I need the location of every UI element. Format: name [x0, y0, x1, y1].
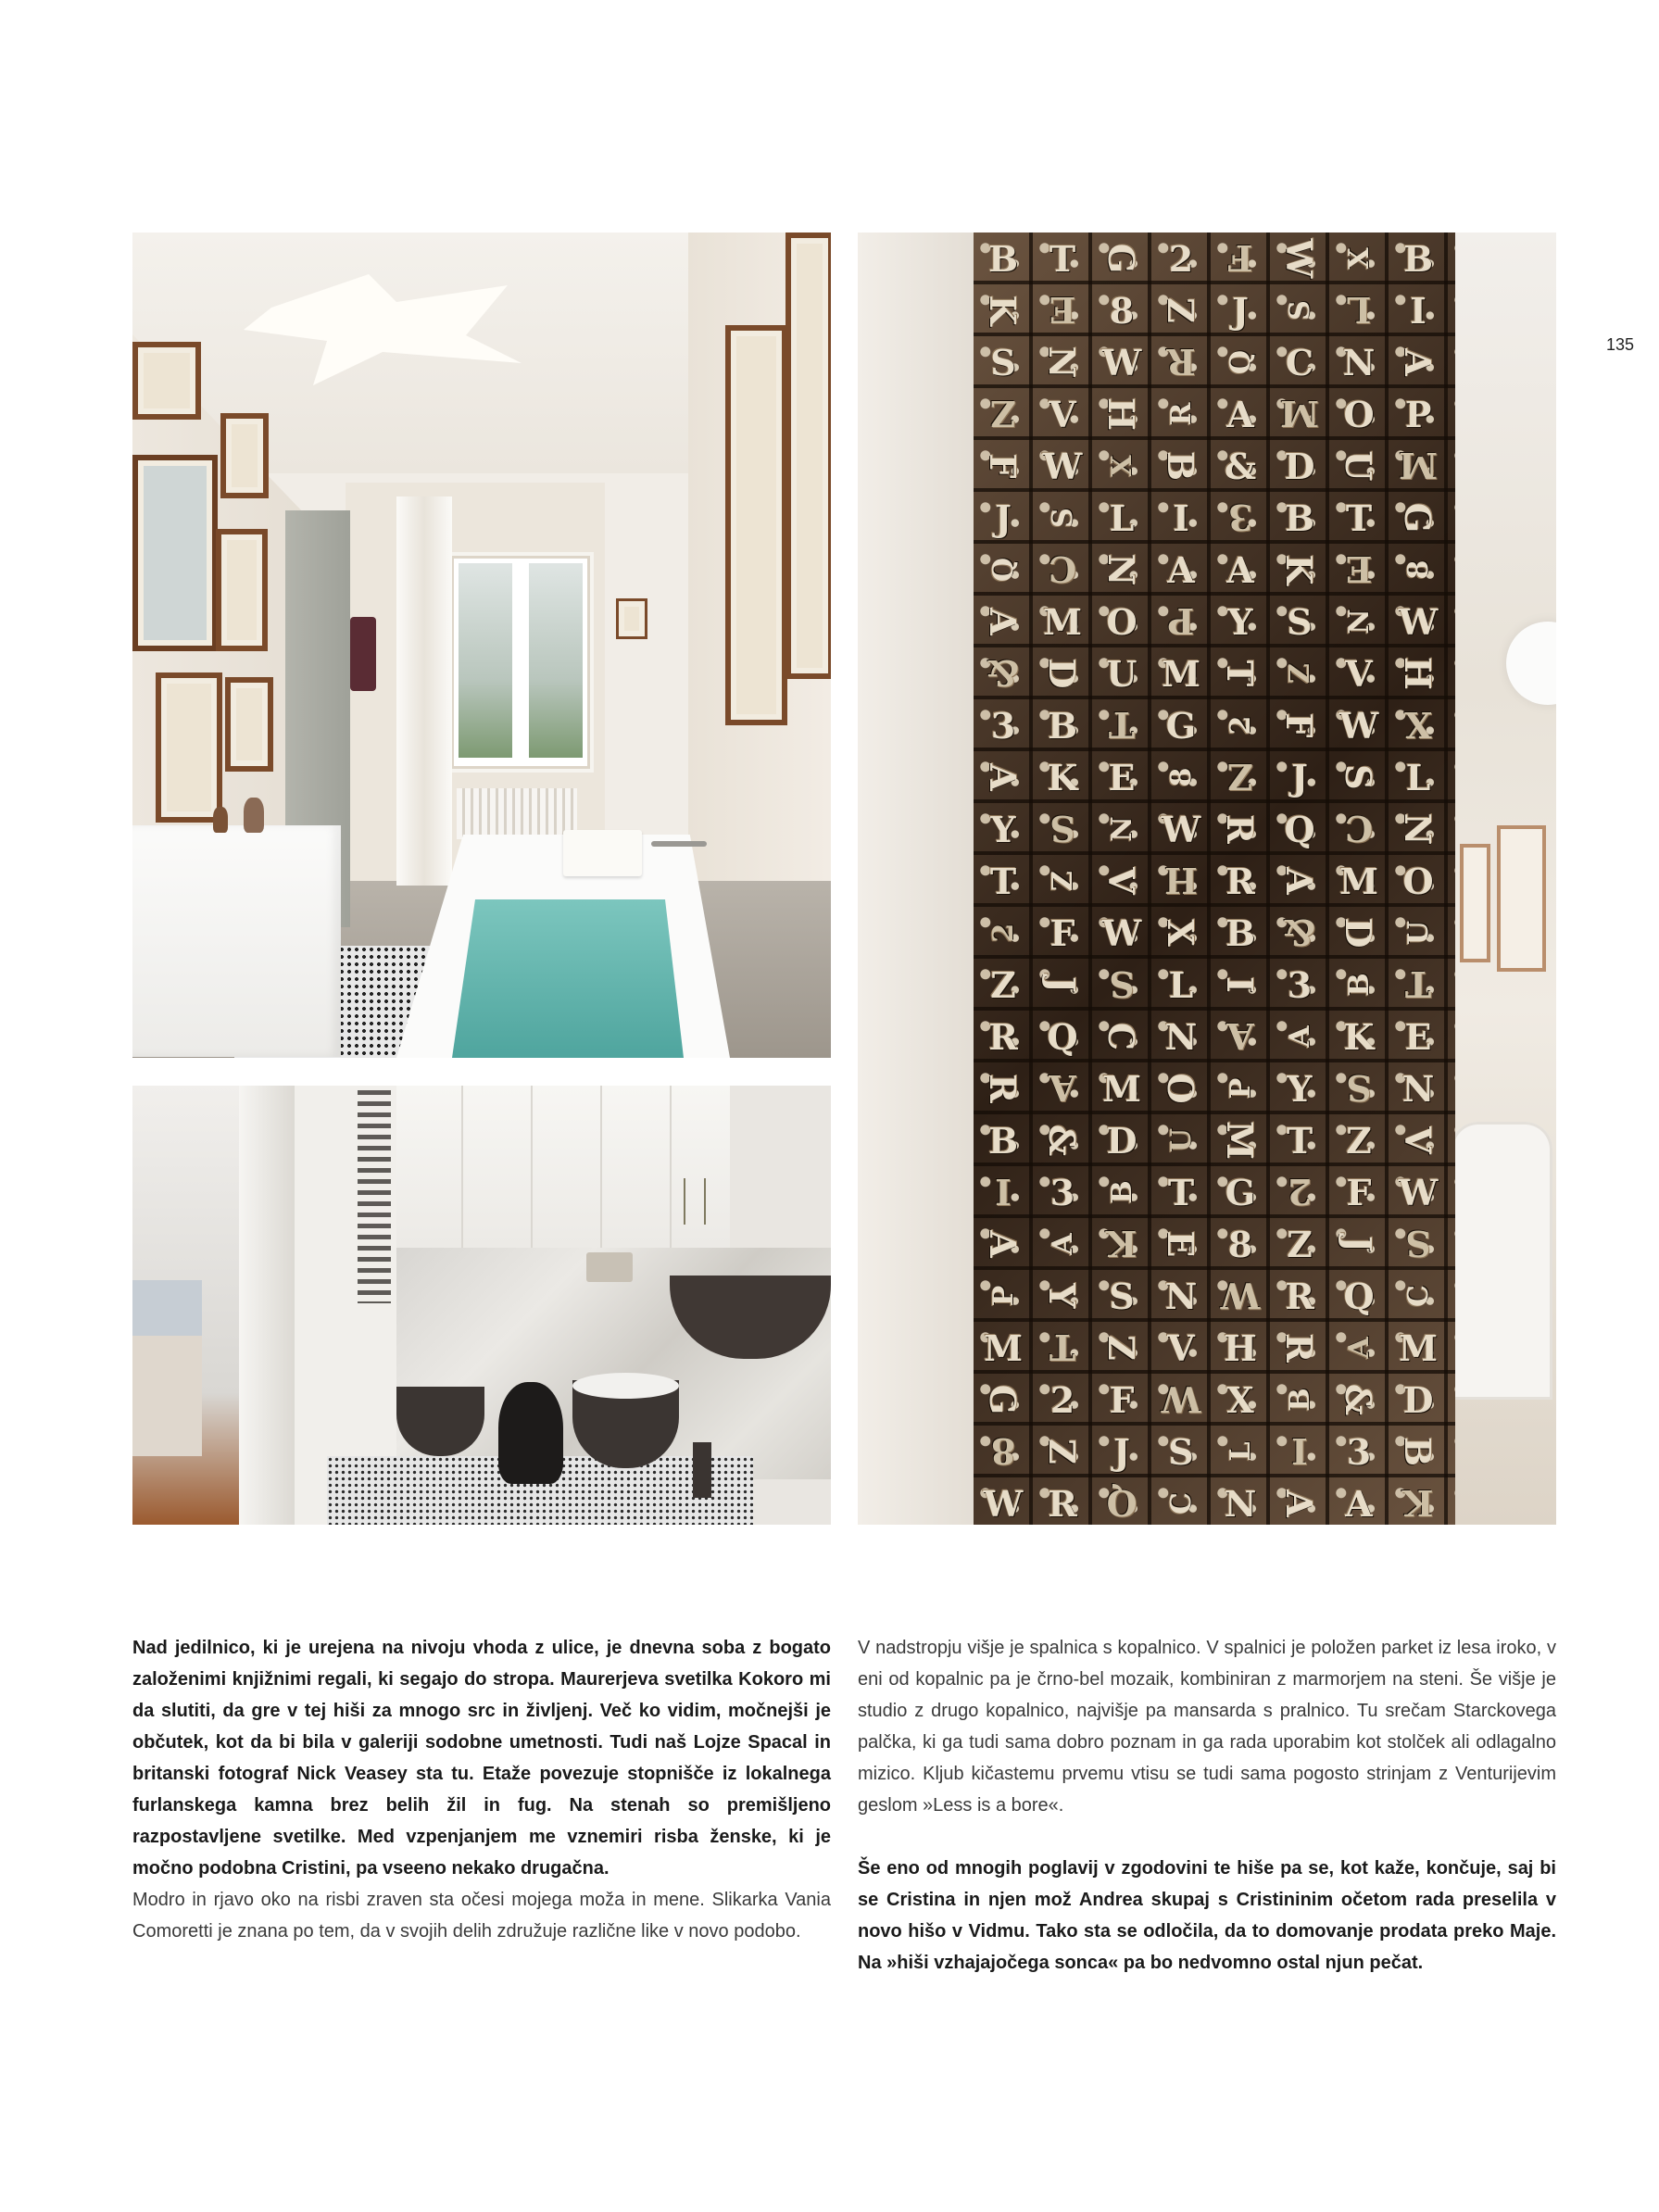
letterpress-glyph: R: [1166, 341, 1196, 383]
letterpress-glyph: V: [1345, 652, 1373, 695]
letterpress-glyph: S: [1338, 764, 1380, 790]
letterpress-glyph: W: [1161, 1378, 1201, 1421]
letterpress-glyph: A: [1046, 1233, 1079, 1255]
letterpress-glyph: S: [1109, 963, 1135, 1006]
letterpress-glyph: &: [1283, 911, 1316, 954]
letterpress-glyph: X: [1342, 247, 1376, 270]
towel: [563, 830, 642, 876]
letterpress-glyph: M: [1101, 1067, 1142, 1110]
bed: [132, 1336, 202, 1456]
letterpress-glyph: A: [1226, 1015, 1254, 1058]
letterpress-glyph: A: [1226, 393, 1254, 435]
letterpress-glyph: Q: [1224, 349, 1257, 375]
letterpress-glyph: A: [1278, 867, 1321, 895]
letterpress-glyph: L: [1405, 756, 1431, 798]
letterpress-glyph: U: [1338, 450, 1380, 482]
picture-frame: [616, 598, 647, 639]
page-number: 135: [1606, 335, 1635, 354]
letterpress-glyph: B: [1342, 973, 1376, 997]
letterpress-glyph: &: [1224, 445, 1257, 487]
radiator: [457, 788, 577, 839]
letterpress-glyph: A: [1226, 548, 1254, 591]
letterpress-glyph: M: [1398, 1326, 1439, 1369]
letterpress-glyph: N: [1041, 346, 1084, 379]
letterpress-glyph: B: [987, 1119, 1019, 1162]
letterpress-glyph: W: [1101, 911, 1142, 954]
letterpress-glyph: Z: [1100, 1335, 1143, 1361]
letterpress-glyph: 2: [987, 923, 1020, 943]
letterpress-glyph: U: [1164, 1127, 1198, 1153]
text-column-left: [132, 1632, 831, 1947]
letterpress-glyph: Y: [1227, 600, 1253, 643]
letterpress-glyph: F: [1227, 237, 1253, 280]
letterpress-glyph: A: [1397, 348, 1439, 376]
letterpress-glyph: R: [1285, 1275, 1314, 1317]
letterpress-glyph: N: [1164, 1275, 1198, 1317]
letterpress-glyph: A: [982, 608, 1024, 635]
letterpress-glyph: Q: [1343, 1275, 1375, 1317]
letterpress-glyph: O: [1343, 393, 1375, 435]
letterpress-glyph: A: [1345, 1482, 1373, 1525]
letterpress-glyph: H: [1100, 397, 1143, 431]
letterpress-glyph: 3: [1287, 963, 1313, 1006]
mirror-frame: [132, 455, 218, 651]
letterpress-glyph: Z: [1160, 297, 1202, 323]
letterpress-glyph: &: [1338, 1383, 1380, 1416]
letterpress-glyph: W: [1161, 808, 1201, 850]
hanging-bag: [350, 617, 376, 691]
picture-frame: [220, 413, 269, 498]
letterpress-glyph: X: [1105, 455, 1138, 477]
paragraph: V nadstropju višje je spalnica s kopalnico. V spalnici je položen parket iz lesa iroko, v eni od kopalnic pa je črno-bel mozaik, kombiniran z marmorjem na steni. Še višje je studio z drugo kopalnico, najvišje pa mansarda s pralnico. Tu srečam Starckovega palčka, ki ga tudi sama dobro poznam in ga rada uporabim kot stolček ali odlagalno mizico. Kljub kičastemu prvemu vtisu se tudi sama pogosto strinjam z Venturijevim geslom »Less is a bore«.: [858, 1638, 1556, 1816]
letterpress-glyph: Z: [1227, 756, 1253, 798]
letterpress-glyph: N: [1397, 812, 1439, 846]
letterpress-glyph: B: [1402, 237, 1434, 280]
letterpress-glyph: A: [982, 763, 1024, 791]
letterpress-glyph: M: [1161, 652, 1201, 695]
letterpress-glyph: M: [1219, 1120, 1262, 1161]
picture-frame: [1460, 844, 1490, 962]
letterpress-glyph: 2: [1049, 1378, 1075, 1421]
letterpress-glyph: J: [1113, 1430, 1130, 1473]
letterpress-glyph: R: [982, 1074, 1024, 1103]
letterpress-glyph: L: [1109, 496, 1135, 539]
letterpress-glyph: J: [1232, 289, 1249, 332]
flush-plate: [586, 1252, 633, 1282]
letterpress-glyph: N: [1100, 553, 1143, 586]
window: [447, 552, 594, 773]
letterpress-glyph: Z: [1287, 1223, 1313, 1265]
letterpress-glyph: R: [1225, 860, 1255, 902]
picture-frame: [786, 233, 831, 679]
letterpress-glyph: Y: [1287, 1067, 1313, 1110]
letterpress-glyph: &: [1041, 1124, 1084, 1157]
letterpress-glyph: D: [1402, 1378, 1434, 1421]
letterpress-wall-photo: [858, 233, 1556, 1525]
letterpress-glyph: W: [1220, 1275, 1261, 1317]
letterpress-glyph: H: [1164, 860, 1198, 902]
letterpress-glyph: K: [1343, 1015, 1375, 1058]
letterpress-glyph: T: [989, 860, 1017, 902]
letterpress-glyph: O: [1106, 600, 1137, 643]
letterpress-glyph: A: [982, 1230, 1024, 1258]
letterpress-glyph: R: [988, 1015, 1018, 1058]
bathroom-bathtub-photo: [132, 233, 831, 1058]
letterpress-glyph: K: [982, 295, 1024, 326]
paragraph: Nad jedilnico, ki je urejena na nivoju vhoda z ulice, je dnevna soba z bogato založenimi knjižnimi regali, ki segajo do stropa. Maurerjeva svetilka Kokoro mi da slutiti, da gre v tej hiši za mnogo src in življenj. Več ko vidim, močnejši je občutek, kot da bi bila v galeriji sodobne umetnosti. Tudi naš Lojze Spacal in britanski fotograf Nick Veasey sta tu. Etaže povezuje stopnišče iz lokalnega furlanskega kamna brez belih žil in fug. Na stenah so premišljeno razpostavljene svetilke. Med vzpenjanjem me vznemiri risba ženske, ki je močno podobna Cristini, pa vseeno nekako drugačna.: [132, 1638, 831, 1879]
letterpress-glyph: S: [1049, 808, 1075, 850]
bathroom-toilet-photo: [132, 1086, 831, 1525]
letterpress-glyph: S: [1109, 1275, 1135, 1317]
letterpress-glyph: R: [1164, 402, 1198, 426]
letterpress-glyph: &: [987, 652, 1020, 695]
cabinet-seam: [461, 1086, 463, 1248]
letterpress-glyph: V: [1397, 1126, 1439, 1154]
letterpress-glyph: Z: [1041, 1439, 1084, 1464]
letterpress-glyph: E: [1404, 1015, 1432, 1058]
curtain: [396, 496, 452, 886]
letterpress-glyph: B: [1160, 450, 1202, 482]
vanity-cabinet: [132, 825, 341, 1057]
letterpress-glyph: T: [1219, 660, 1262, 687]
letterpress-glyph: B: [987, 237, 1019, 280]
letterpress-glyph: G: [1397, 502, 1439, 534]
letterpress-glyph: J: [1338, 1236, 1380, 1252]
letterpress-glyph: 8: [1227, 1223, 1253, 1265]
letterpress-glyph: I: [1291, 1430, 1308, 1473]
letterpress-glyph: S: [1405, 1223, 1431, 1265]
letterpress-glyph: V: [1049, 393, 1076, 435]
letterpress-glyph: R: [1048, 1482, 1077, 1525]
letterpress-glyph: P: [1167, 600, 1195, 643]
paragraph: Modro in rjavo oko na risbi zraven sta očesi mojega moža in mene. Slikarka Vania Comoretti je znana po tem, da v svojih delih združuje različne like v novo podobo.: [132, 1890, 831, 1942]
letterpress-glyph: I: [1219, 976, 1262, 993]
letterpress-glyph: 2: [1287, 1171, 1313, 1213]
letterpress-glyph: N: [1224, 1482, 1257, 1525]
vase: [244, 798, 264, 833]
letterpress-glyph: E: [1049, 289, 1076, 332]
letterpress-glyph: B: [1284, 496, 1315, 539]
letterpress-glyph: 3: [990, 704, 1016, 747]
letterpress-glyph: O: [1160, 1073, 1202, 1104]
letterpress-glyph: C: [1344, 808, 1374, 850]
letterpress-glyph: M: [1398, 445, 1439, 487]
letterpress-glyph: W: [1398, 1171, 1439, 1213]
letterpress-glyph: H: [1224, 1326, 1257, 1369]
letterpress-glyph: I: [1410, 289, 1426, 332]
faucet: [651, 841, 707, 847]
letterpress-glyph: D: [1284, 445, 1315, 487]
letterpress-glyph: J: [995, 496, 1012, 539]
letterpress-glyph: B: [1397, 1436, 1439, 1467]
letterpress-glyph: T: [1345, 496, 1373, 539]
letterpress-glyph: J: [1291, 756, 1308, 798]
towel-radiator: [358, 1090, 391, 1303]
letterpress-glyph: A: [1278, 1489, 1321, 1517]
letterpress-glyph: P: [1224, 1077, 1257, 1100]
cabinet-seam: [531, 1086, 533, 1248]
letterpress-glyph: W: [1101, 341, 1142, 383]
letterpress-glyph: A: [1342, 1337, 1376, 1359]
letterpress-glyph: M: [1339, 860, 1379, 902]
letterpress-glyph: X: [1404, 704, 1432, 747]
letterpress-glyph: 3: [1346, 1430, 1372, 1473]
letterpress-glyph: L: [1168, 963, 1194, 1006]
letterpress-glyph: D: [1338, 917, 1380, 949]
letterpress-glyph: E: [1160, 1230, 1202, 1258]
cabinet-seam: [600, 1086, 602, 1248]
letterpress-glyph: 8: [1164, 767, 1198, 787]
letterpress-glyph: N: [1342, 609, 1376, 635]
letterpress-glyph: T: [1404, 963, 1432, 1006]
wall-cabinets: [396, 1086, 730, 1248]
letterpress-glyph: S: [1046, 508, 1079, 528]
letterpress-glyph: V: [1167, 1326, 1195, 1369]
chair: [1451, 1122, 1552, 1400]
letterpress-glyph: M: [1042, 600, 1083, 643]
letterpress-glyph: T: [1286, 1119, 1313, 1162]
letterpress-glyph: K: [1402, 1482, 1434, 1525]
letterpress-glyph: L: [1346, 289, 1372, 332]
letterpress-glyph: Y: [990, 808, 1016, 850]
letterpress-glyph: W: [983, 1482, 1024, 1525]
picture-frame: [216, 529, 268, 651]
letterpress-glyph: D: [1041, 658, 1084, 689]
letterpress-glyph: 8: [1109, 289, 1135, 332]
letterpress-glyph: Z: [990, 393, 1016, 435]
letterpress-glyph: P: [987, 1285, 1020, 1307]
letterpress-glyph: Y: [1041, 1283, 1084, 1309]
letterpress-glyphs: [974, 233, 1455, 1525]
letterpress-glyph: F: [1049, 911, 1075, 954]
picture-frame: [132, 342, 201, 420]
letterpress-glyph: G: [982, 1384, 1024, 1415]
cabinet-seam: [670, 1086, 672, 1248]
letterpress-glyph: C: [1164, 1492, 1198, 1514]
letterpress-glyph: N: [1105, 816, 1138, 842]
letterpress-glyph: F: [1109, 1378, 1135, 1421]
letterpress-glyph: N: [1342, 341, 1376, 383]
letterpress-glyph: Z: [1346, 1119, 1372, 1162]
letterpress-glyph: C: [1285, 341, 1314, 383]
letterpress-glyph: 3: [1227, 496, 1253, 539]
letterpress-glyph: 2: [1224, 715, 1257, 735]
letterpress-glyph: E: [1108, 756, 1136, 798]
letterpress-glyph: F: [982, 453, 1024, 479]
letterpress-glyph: Q: [1106, 1482, 1137, 1525]
letterpress-glyph: Q: [1047, 1015, 1078, 1058]
letterpress-glyph: T: [1167, 1171, 1195, 1213]
letterpress-glyph: W: [1398, 600, 1439, 643]
letterpress-glyph: K: [1278, 554, 1321, 585]
letterpress-glyph: K: [1106, 1223, 1137, 1265]
bath-water: [452, 899, 684, 1058]
letterpress-glyph: C: [1048, 548, 1077, 591]
text-column-right: [858, 1632, 1556, 1979]
gnome-stool: [498, 1382, 563, 1484]
letterpress-glyph: 8: [990, 1430, 1016, 1473]
letterpress-glyph: W: [1042, 445, 1083, 487]
letterpress-glyph: B: [1105, 1180, 1138, 1204]
letterpress-glyph: T: [1108, 704, 1136, 747]
letterpress-glyph: U: [1106, 652, 1137, 695]
letterpress-glyph: G: [1225, 1171, 1256, 1213]
letterpress-glyph: M: [983, 1326, 1024, 1369]
letterpress-glyph: X: [1160, 919, 1202, 947]
letterpress-glyph: W: [1278, 238, 1321, 279]
letterpress-glyph: 3: [1049, 1171, 1075, 1213]
letterpress-glyph: Z: [1046, 871, 1079, 891]
letterpress-glyph: C: [1401, 1285, 1435, 1307]
letterpress-glyph: H: [1397, 657, 1439, 690]
letterpress-glyph: B: [1047, 704, 1078, 747]
letterpress-glyph: Q: [987, 557, 1020, 583]
picture-frame: [1497, 825, 1546, 972]
letterpress-glyph: F: [1278, 712, 1321, 738]
letterpress-glyph: C: [1100, 1022, 1143, 1051]
door-frame: [239, 1086, 295, 1525]
letterpress-glyph: W: [1339, 704, 1379, 747]
letterpress-glyph: B: [1225, 911, 1256, 954]
letterpress-glyph: F: [1346, 1171, 1372, 1213]
paragraph: Še eno od mnogih poglavij v zgodovini te hiše pa se, kot kaže, končuje, saj bi se Cristina in njen mož Andrea skupaj s Cristininim očetom rada preselila v novo hišo v Vidmu. Tako sta se odločila, da to domovanje prodata preko Maje. Na »hiši vzhajajočega sonca« pa bo nedvomno ostal njun pečat.: [858, 1858, 1556, 1973]
letterpress-glyph: P: [1404, 393, 1432, 435]
letterpress-glyph: G: [1100, 243, 1143, 274]
letterpress-glyph: S: [990, 341, 1016, 383]
letterpress-glyph: S: [1283, 300, 1316, 320]
letterpress-glyph: D: [1106, 1119, 1137, 1162]
picture-frame: [156, 672, 222, 823]
letterpress-glyph: 2: [1168, 237, 1194, 280]
toilet-brush: [693, 1442, 711, 1498]
toilet-lid: [572, 1373, 679, 1399]
letterpress-glyph: 8: [1401, 559, 1435, 580]
letterpress-glyph: K: [1047, 756, 1078, 798]
letterpress-glyph: S: [1346, 1067, 1372, 1110]
picture-frame: [225, 677, 273, 772]
letterpress-glyph: N: [1401, 1067, 1435, 1110]
letterpress-glyph: T: [1049, 1326, 1076, 1369]
letterpress-glyph: T: [1049, 237, 1076, 280]
left-wall: [858, 233, 978, 1525]
letterpress-glyph: E: [1345, 548, 1373, 591]
letterpress-glyph: J: [1041, 976, 1084, 993]
letterpress-glyph: I: [995, 1171, 1012, 1213]
letterpress-glyph: X: [1226, 1378, 1254, 1421]
letterpress-glyph: B: [1283, 1388, 1316, 1412]
letterpress-glyph: Q: [1284, 808, 1315, 850]
letterpress-glyph: R: [1278, 1333, 1321, 1363]
letterpress-glyph: A: [1167, 548, 1195, 591]
letterpress-glyph: L: [1224, 1441, 1257, 1462]
vase: [213, 807, 228, 833]
letterpress-glyph: R: [1219, 814, 1262, 844]
letterpress-glyph: O: [1402, 860, 1434, 902]
letterpress-glyph: N: [1164, 1015, 1198, 1058]
letterpress-glyph: Z: [990, 963, 1016, 1006]
letterpress-glyph: Z: [1283, 663, 1316, 684]
letterpress-glyph: S: [1287, 600, 1313, 643]
plant: [684, 1178, 706, 1225]
letterpress-glyph: G: [1165, 704, 1197, 747]
letterpress-glyph: U: [1401, 920, 1435, 946]
letterpress-glyph: A: [1049, 1067, 1076, 1110]
picture-frame: [725, 325, 787, 725]
letterpress-glyph: I: [1173, 496, 1189, 539]
letterpress-glyph: A: [1283, 1025, 1316, 1048]
letterpress-glyph: M: [1279, 393, 1320, 435]
letterpress-glyph: S: [1168, 1430, 1194, 1473]
letterpress-glyph: V: [1100, 867, 1143, 895]
